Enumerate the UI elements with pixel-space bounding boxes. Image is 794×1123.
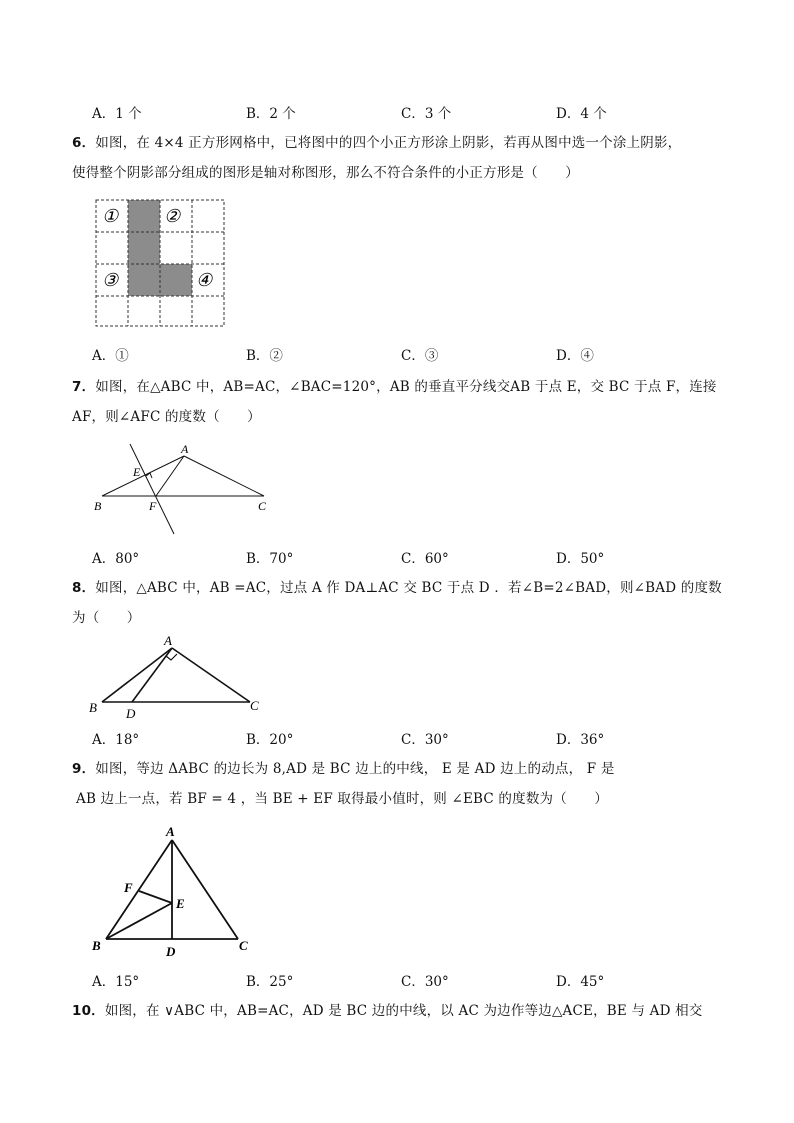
question-text-line-1: 如图，等边 ΔABC 的边长为 8,AD 是 BC 边上的中线， E 是 AD 边上的动点， F 是 [95,761,615,777]
q5-option-c: C．3 个 [401,106,452,122]
question-9 [72,754,732,814]
label-a: A [166,824,175,839]
grid-label-3: ③ [102,270,119,290]
q6-option-c: C．③ [401,348,439,364]
label-a: A [181,442,189,456]
label-b: B [89,700,97,715]
q6-option-d: D．④ [556,348,594,364]
q9-option-d: D．45° [556,974,605,990]
question-text-line-1: 如图，在 4×4 正方形网格中，已将图中的四个小正方形涂上阴影，若再从图中选一个涂上阴影， [95,135,682,151]
q8-triangle-figure [86,634,276,724]
question-text-line-2: AF，则∠AFC 的度数（ ） [72,409,261,425]
q8-option-b: B．20° [246,732,294,748]
question-text-line-2: 使得整个阴影部分组成的图形是轴对称图形，那么不符合条件的小正方形是（ ） [72,165,579,181]
label-d: D [166,944,176,959]
q7-option-d: D．50° [556,551,605,567]
q5-option-a: A．1 个 [92,106,142,122]
q9-option-c: C．30° [401,974,449,990]
question-text-line-2: 为（ ） [72,610,141,626]
label-c: C [258,499,267,513]
q8-option-d: D．36° [556,732,605,748]
q5-option-b: B．2 个 [246,106,296,122]
grid-label-2: ② [164,206,181,226]
label-c: C [250,698,259,713]
question-number: 6． [72,135,96,151]
q9-option-b: B．25° [246,974,294,990]
label-e: E [133,465,141,479]
q7-option-a: A．80° [92,551,140,567]
label-a: A [164,634,172,648]
q8-option-c: C．30° [401,732,449,748]
question-text-line-1: 如图，在 ∨ABC 中，AB=AC，AD 是 BC 边的中线，以 AC 为边作等边△ACE，BE 与 AD 相交 [104,1003,703,1019]
grid-label-4: ④ [196,270,213,290]
q7-option-c: C．60° [401,551,449,567]
q7-triangle-figure [88,440,278,540]
question-text-line-1: 如图，△ABC 中，AB =AC，过点 A 作 DA⊥AC 交 BC 于点 D ．若∠B=2∠BAD，则∠BAD 的度数 [95,580,722,596]
question-number: 8． [72,580,96,596]
question-text-line-2: AB 边上一点，若 BF = 4 ，当 BE + EF 取得最小值时，则 ∠EBC 的度数为（ ） [76,791,609,807]
label-f: F [124,880,133,895]
label-d: D [126,706,136,721]
question-text-line-1: 如图，在△ABC 中，AB=AC，∠BAC=120°，AB 的垂直平分线交AB 于点 E，交 BC 于点 F，连接 [95,379,717,395]
q9-equilateral-figure [88,822,258,962]
grid-label-1: ① [102,206,119,226]
q6-grid-figure [94,198,226,328]
question-7 [72,372,732,432]
q9-option-a: A．15° [92,974,140,990]
label-b: B [94,499,102,513]
q5-option-d: D．4 个 [556,106,607,122]
question-8 [72,573,732,633]
label-b: B [92,938,101,953]
question-number: 7． [72,379,96,395]
question-10 [72,996,732,1026]
q7-option-b: B．70° [246,551,294,567]
q6-option-a: A．① [92,348,129,364]
label-c: C [239,938,248,953]
question-number: 9． [72,761,96,777]
q6-option-b: B．② [246,348,283,364]
q8-option-a: A．18° [92,732,140,748]
label-e: E [176,896,185,911]
question-6 [72,128,732,188]
label-f: F [149,499,157,513]
question-number: 10． [72,1003,105,1019]
